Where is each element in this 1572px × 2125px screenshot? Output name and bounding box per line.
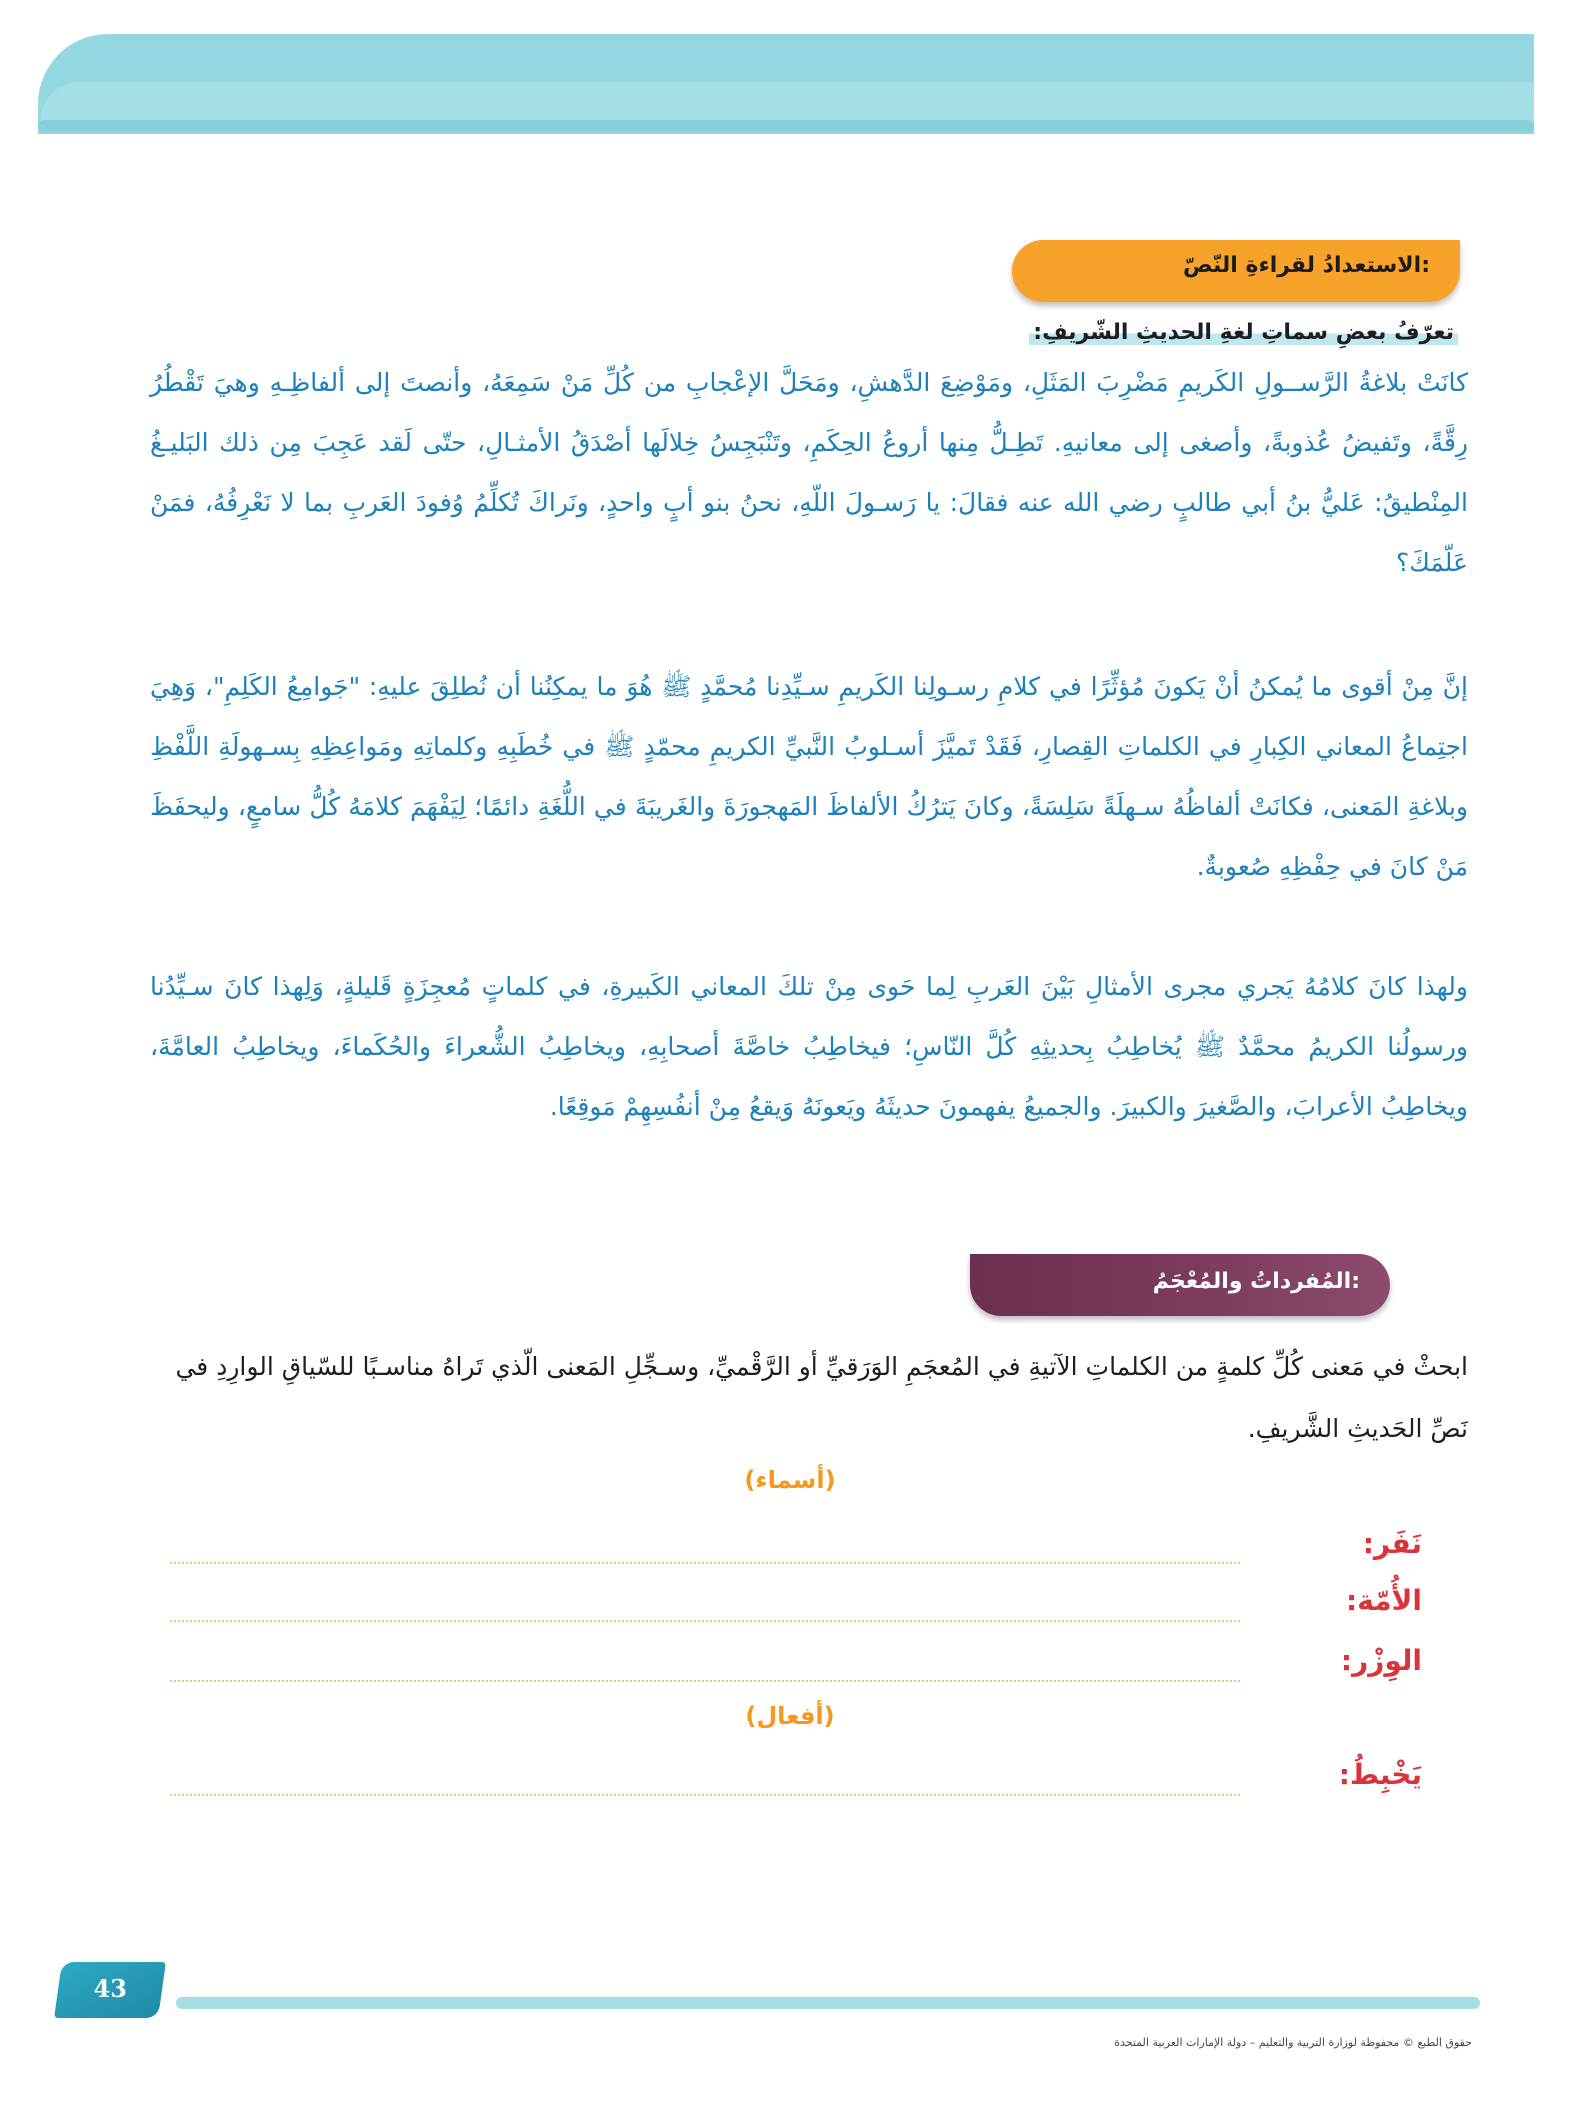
section-subtitle: تعرّفُ بعضِ سماتِ لغةِ الحديثِ الشّريفِ: — [1029, 320, 1458, 345]
vocab-word-yakhbit: يَخْبِطُ: — [1338, 1758, 1422, 1791]
page-number-badge — [54, 1962, 166, 2018]
copyright-text: حقوق الطبع © محفوظة لوزارة التربية والتعليم – دولة الإمارات العربية المتحدة — [1114, 2036, 1472, 2049]
section-title: الاستعدادُ لقراءةِ النّصّ: — [1183, 253, 1430, 278]
vocab-word-umma: الأُمّة: — [1346, 1584, 1422, 1617]
page-number: 43 — [93, 1974, 127, 2003]
nouns-label: (أسماء) — [744, 1466, 836, 1494]
paragraph-1: كانَتْ بلاغةُ الرَّســولِ الكَريمِ مَضْرِبَ المَثَلِ، ومَوْضِعَ الدَّهشِ، ومَحَلَّ الإعْجابِ من كُلِّ مَنْ سَمِعَهُ، وأنصتَ إلى ألفاظِـهِ وهيَ تَقْطُرُ رِقَّةً، وتَفيضُ عُذوبةً، وأصغى إلى معانيهِ. تَطِـلُّ مِنها أروعُ الحِكَمِ، وتَنْبَجِسُ خِلالَها أصْدَقُ الأمثـالِ، حتّى لَقد عَجِبَ مِن ذلك البَليـغُ المِنْطيقُ: عَليُّ بنُ أبي طالبٍ رضي الله عنه فقالَ: يا رَسـولَ اللّهِ، نحنُ بنو أبٍ واحدٍ، ونَراكَ تُكلِّمُ وُفودَ العَربِ بما لا نَعْرِفُهُ، فمَنْ عَلّمَكَ؟ — [150, 368, 1468, 577]
paragraph-2: إنَّ مِنْ أقوى ما يُمكنُ أنْ يَكونَ مُؤثِّرًا في كلامِ رسـولِنا الكَريمِ سـيِّدِنا مُحمَّدٍ ﷺ هُوَ ما يمكِنُنا أن نُطلِقَ عليهِ: "جَوامِعُ الكَلِمِ"، وَهِيَ اجتِماعُ المعاني الكِبارِ في الكلماتِ القِصارِ، فَقَدْ تَميَّزَ أسـلوبُ النَّبيِّ الكريمِ محمّدٍ ﷺ في خُطَبِهِ وكلماتِهِ ومَواعِظِهِ بِسـهولَةِ اللَّفْظِ وبلاغةِ المَعنى، فكانَتْ ألفاظُهُ سـهلَةً سَلِسَةً، وكانَ يَترُكُ الألفاظَ المَهجورَةَ والغَريبَةَ في اللُّغَةِ دائمًا؛ لِيَفْهَمَ كلامَهُ كُلُّ سامعٍ، وليحفَظَ مَنْ كانَ في حِفْظِهِ صُعوبةٌ. — [150, 672, 1468, 881]
footer-decorative-line — [176, 1997, 1480, 2009]
paragraph-3: ولهذا كانَ كلامُهُ يَجري مجرى الأمثالِ بَيْنَ العَربِ لِما حَوى مِنْ تلكَ المعاني الكَبيرةِ، في كلماتٍ مُعجِزَةٍ قَليلةٍ، وَلِهذا كانَ سـيِّدُنا ورسولُنا الكريمُ محمَّدٌ ﷺ يُخاطِبُ بِحديثِهِ كُلَّ النّاسِ؛ فيخاطِبُ خاصَّةَ أصحابِهِ، ويخاطِبُ الشُّعراءَ والحُكَماءَ، ويخاطِبُ العامَّةَ، ويخاطِبُ الأعرابَ، والصَّغيرَ والكبيرَ. والجميعُ يفهمونَ حديثَهُ ويَعونَهُ وَيقعُ مِنْ أنفُسِهِمْ مَوقِعًا. — [150, 972, 1468, 1121]
vocab-title: المُفرداتُ والمُعْجَمُ: — [1152, 1269, 1360, 1294]
answer-line-yakhbit[interactable] — [170, 1794, 1240, 1796]
answer-line-umma[interactable] — [170, 1620, 1240, 1622]
vocab-word-nafar: نَفَر: — [1362, 1527, 1422, 1560]
verbs-label: (أفعال) — [745, 1702, 835, 1730]
vocab-instruction: ابحثْ في مَعنى كُلِّ كلمةٍ من الكلماتِ الآتيةِ في المُعجَمِ الوَرَقيِّ أو الرَّقْميِّ، وسـجِّلِ المَعنى الّذي تَراهُ مناسـبًا للسّياقِ الوارِدِ في نَصِّ الحَديثِ الشَّريفِ. — [175, 1352, 1468, 1443]
section-title-banner — [1012, 240, 1460, 302]
answer-line-wizr[interactable] — [170, 1680, 1240, 1682]
top-decorative-line — [38, 120, 1534, 132]
vocab-word-wizr: الوِزْر: — [1340, 1644, 1422, 1677]
answer-line-nafar[interactable] — [170, 1562, 1240, 1564]
top-decorative-band-inner — [40, 82, 1534, 122]
vocab-title-banner — [970, 1254, 1390, 1316]
